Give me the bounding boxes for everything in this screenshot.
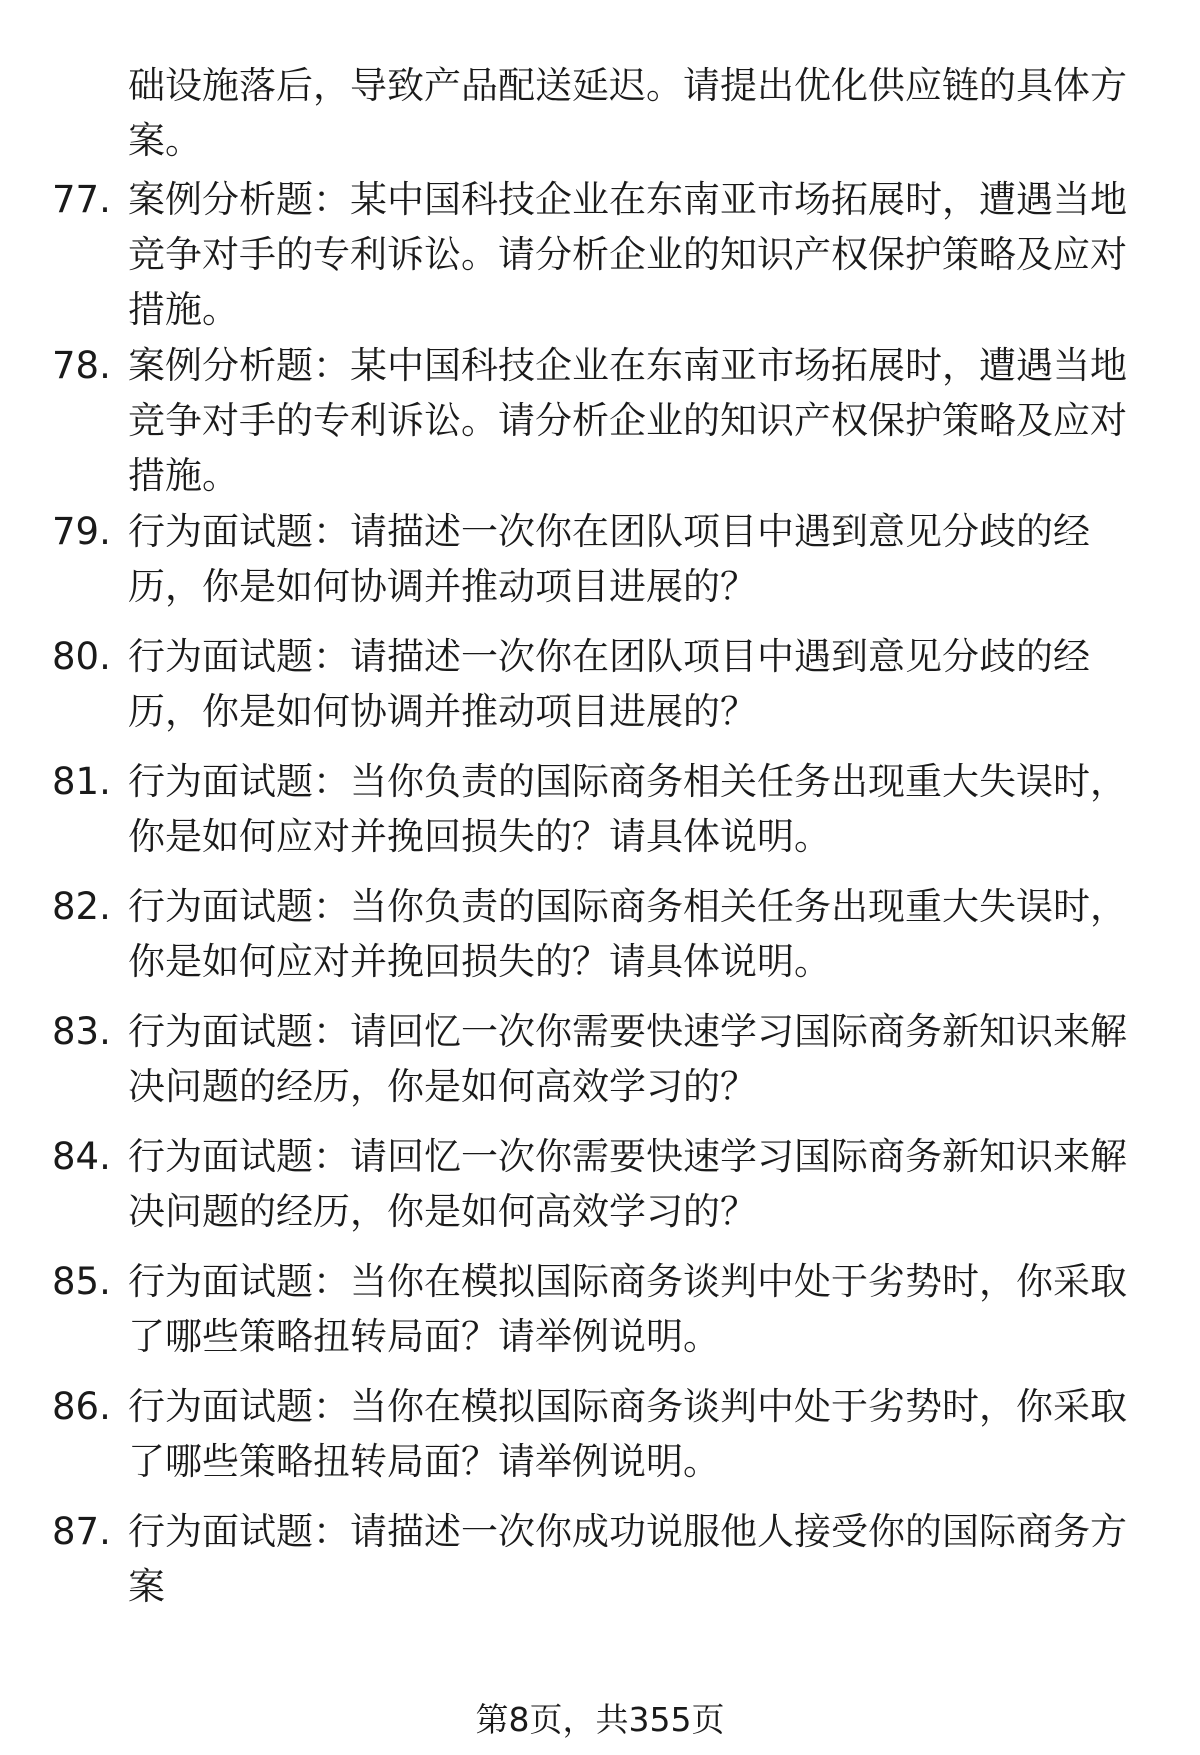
list-item xyxy=(52,879,1142,989)
item-number: 77. xyxy=(52,178,111,221)
item-text: 行为面试题：请描述一次你在团队项目中遇到意见分歧的经历，你是如何协调并推动项目进展的？ xyxy=(128,635,1090,733)
item-number: 82. xyxy=(52,885,111,928)
item-text: 行为面试题：当你负责的国际商务相关任务出现重大失误时，你是如何应对并挽回损失的？请具体说明。 xyxy=(128,760,1127,858)
list-item xyxy=(52,504,1142,614)
item-number: 78. xyxy=(52,344,111,387)
list-item xyxy=(52,1004,1142,1114)
item-text: 行为面试题：请描述一次你在团队项目中遇到意见分歧的经历，你是如何协调并推动项目进展的？ xyxy=(128,510,1090,608)
item-number: 79. xyxy=(52,510,111,553)
item-text: 行为面试题：当你在模拟国际商务谈判中处于劣势时，你采取了哪些策略扭转局面？请举例说明。 xyxy=(128,1385,1127,1483)
item-number: 84. xyxy=(52,1135,111,1178)
item-text: 行为面试题：请回忆一次你需要快速学习国际商务新知识来解决问题的经历，你是如何高效学习的？ xyxy=(128,1135,1127,1233)
list-item xyxy=(52,754,1142,864)
item-text: 案例分析题：某中国科技企业在东南亚市场拓展时，遭遇当地竞争对手的专利诉讼。请分析企业的知识产权保护策略及应对措施。 xyxy=(128,178,1127,331)
list-item xyxy=(52,1254,1142,1364)
list-item xyxy=(52,172,1142,337)
item-number: 86. xyxy=(52,1385,111,1428)
list-item xyxy=(52,338,1142,503)
list-item xyxy=(52,629,1142,739)
item-number: 81. xyxy=(52,760,111,803)
item-text: 行为面试题：请描述一次你成功说服他人接受你的国际商务方案 xyxy=(128,1510,1127,1608)
item-text: 行为面试题：当你在模拟国际商务谈判中处于劣势时，你采取了哪些策略扭转局面？请举例说明。 xyxy=(128,1260,1127,1358)
continued-paragraph: 础设施落后，导致产品配送延迟。请提出优化供应链的具体方案。 xyxy=(128,64,1127,162)
list-item xyxy=(52,1379,1142,1489)
item-text: 案例分析题：某中国科技企业在东南亚市场拓展时，遭遇当地竞争对手的专利诉讼。请分析企业的知识产权保护策略及应对措施。 xyxy=(128,344,1127,497)
page-footer: 第8页，共355页 xyxy=(475,1700,725,1739)
item-text: 行为面试题：请回忆一次你需要快速学习国际商务新知识来解决问题的经历，你是如何高效学习的？ xyxy=(128,1010,1127,1108)
item-text: 行为面试题：当你负责的国际商务相关任务出现重大失误时，你是如何应对并挽回损失的？请具体说明。 xyxy=(128,885,1127,983)
item-number: 87. xyxy=(52,1510,111,1553)
item-number: 80. xyxy=(52,635,111,678)
list-item xyxy=(52,1129,1142,1239)
item-number: 85. xyxy=(52,1260,111,1303)
list-item xyxy=(52,1504,1142,1608)
item-number: 83. xyxy=(52,1010,111,1053)
